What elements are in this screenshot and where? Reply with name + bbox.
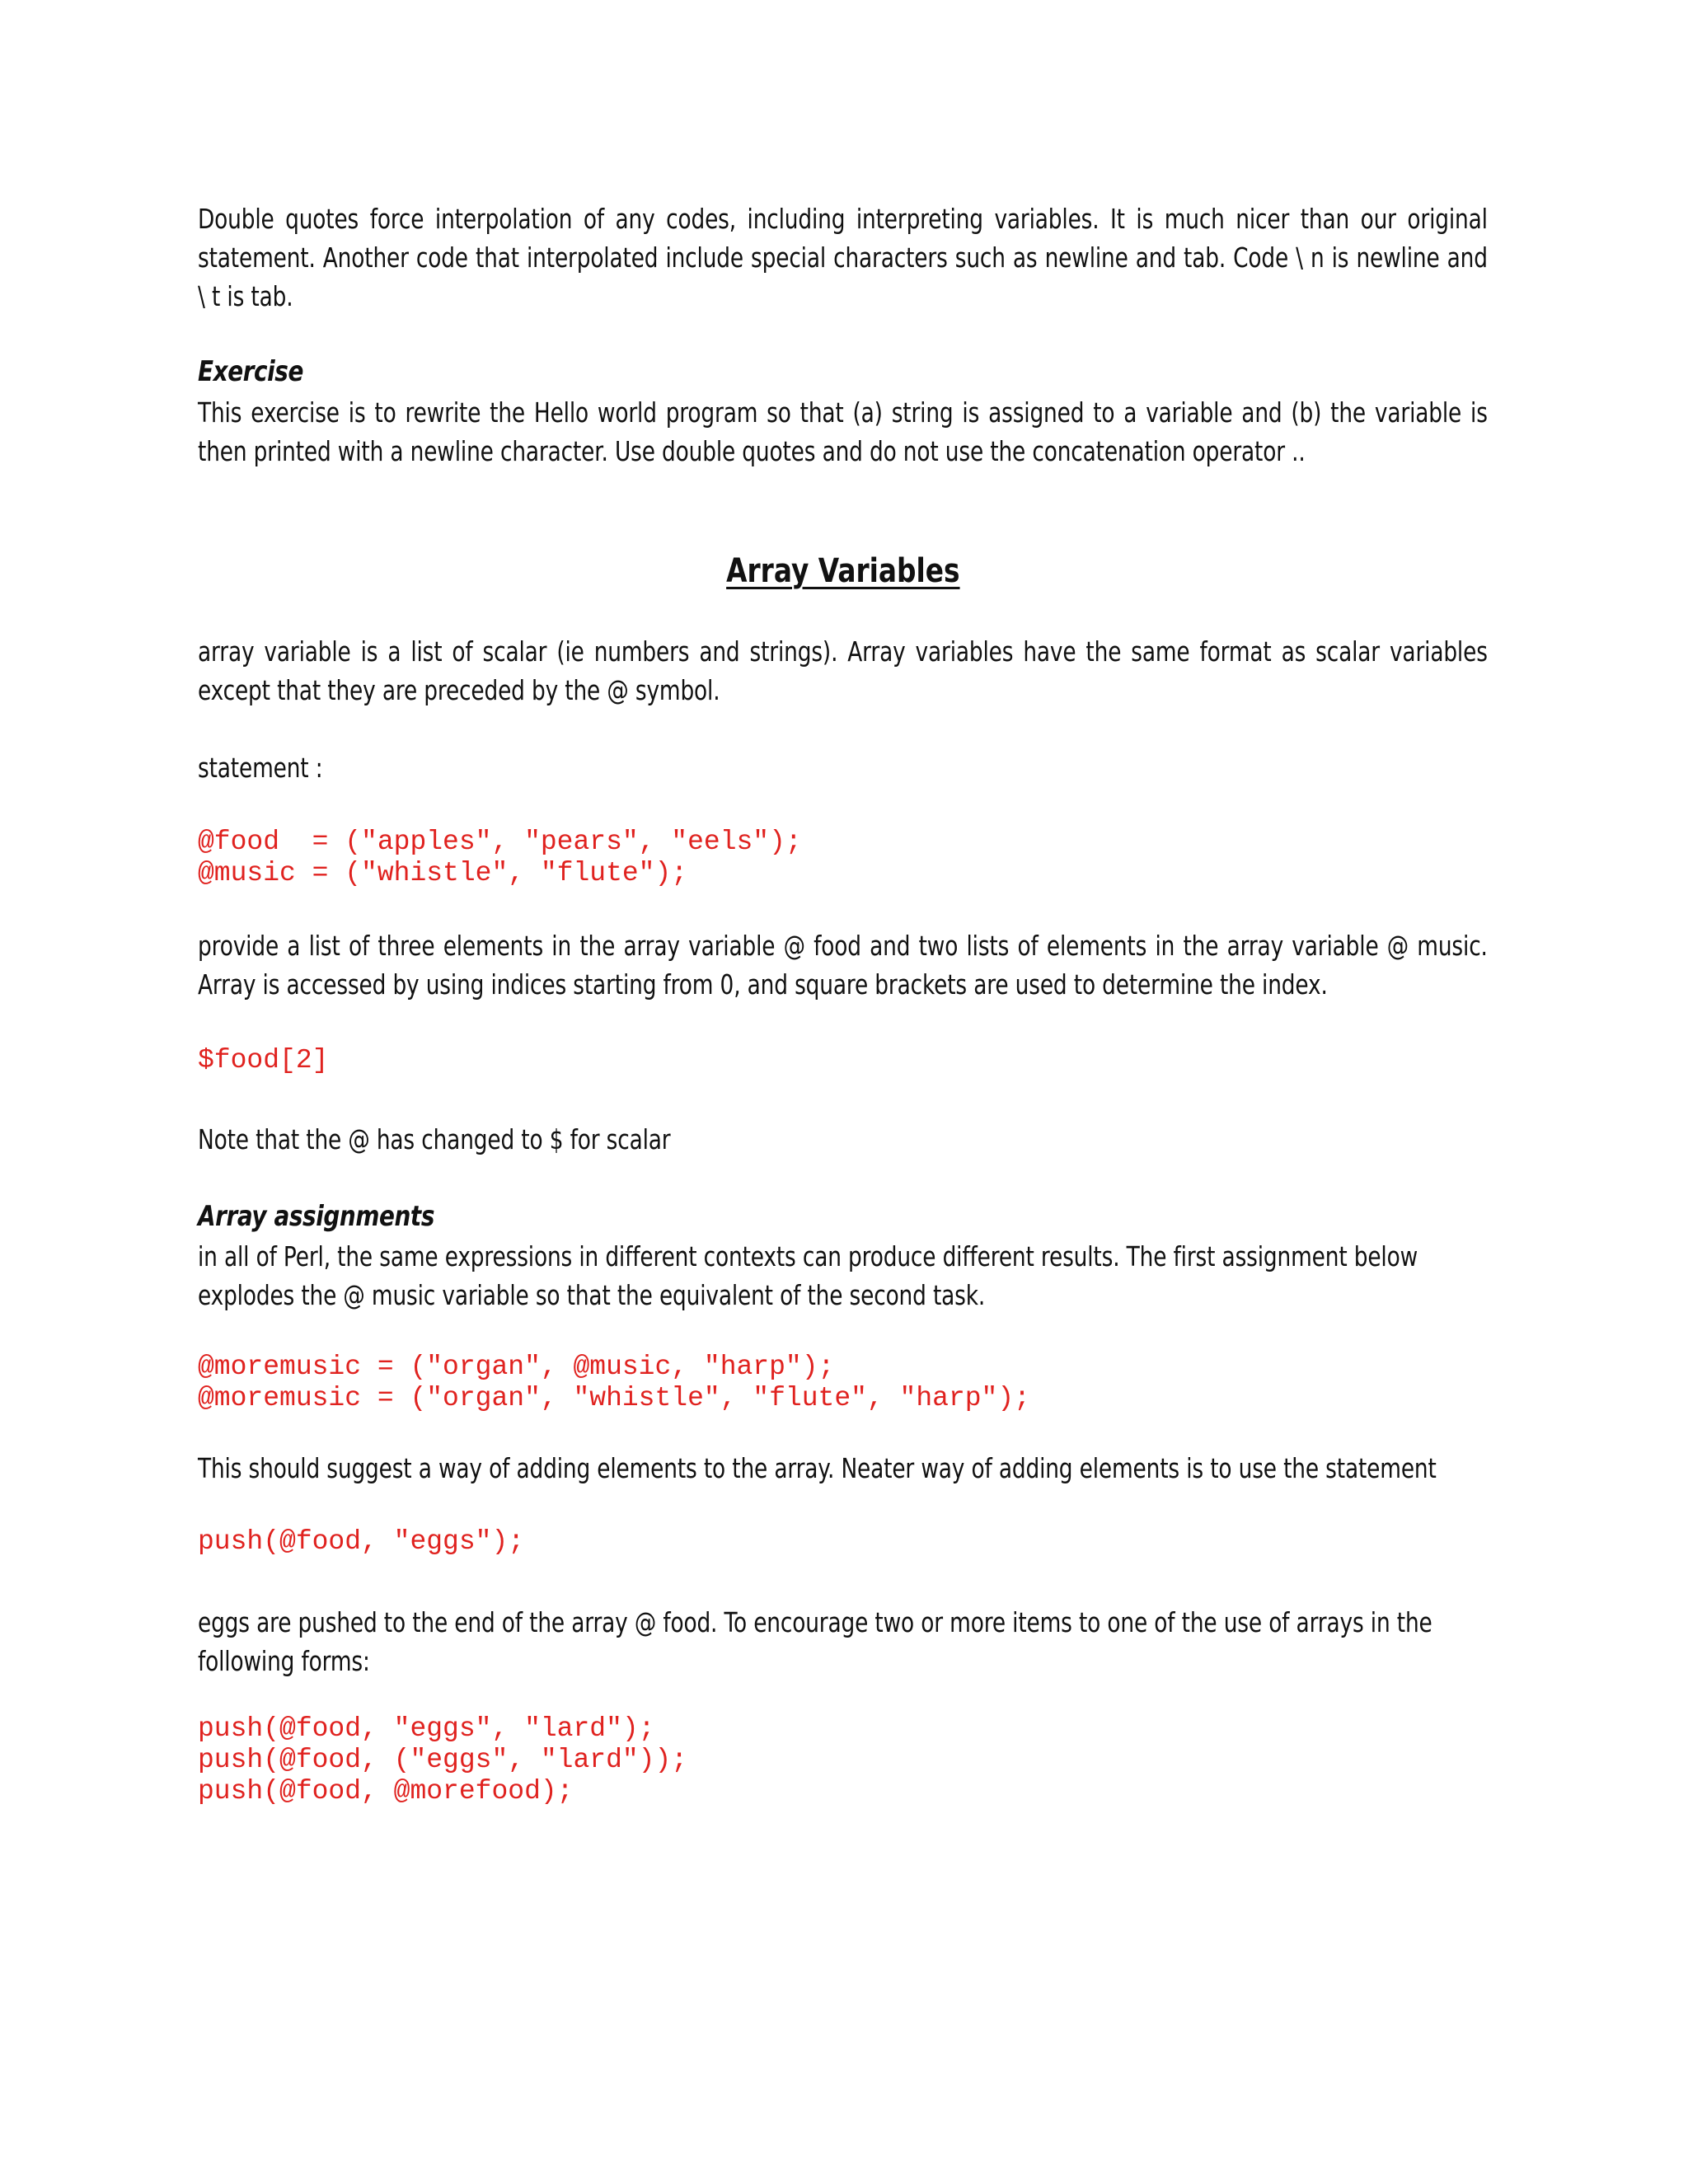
array-assignments-heading: Array assignments — [198, 1200, 435, 1233]
statement-label: statement : — [198, 752, 323, 784]
code-block-index-access: $food[2] — [198, 1045, 329, 1076]
code-block-push-forms: push(@food, "eggs", "lard"); push(@food, ("eggs", "lard")); push(@food, @morefood); — [198, 1713, 688, 1807]
code-block-push-single: push(@food, "eggs"); — [198, 1526, 525, 1557]
push-intro-paragraph: This should suggest a way of adding elements to the array. Neater way of adding elements is to use the statement — [198, 1452, 1437, 1484]
exercise-paragraph: This exercise is to rewrite the Hello world program so that (a) string is assigned to a variable and (b) the variable is then printed with a newline character. Use double quotes and do not use the concatenation operator .. — [198, 396, 1488, 467]
array-explanation-paragraph: provide a list of three elements in the array variable @ food and two lists of elements in the array variable @ music. Array is accessed by using indices starting from 0, and square brackets are used to determine the index. — [198, 930, 1488, 1001]
array-intro-paragraph: array variable is a list of scalar (ie numbers and strings). Array variables have the same format as scalar variables except that they are preceded by the @ symbol. — [198, 635, 1488, 706]
section-title — [198, 551, 1488, 592]
push-explanation-paragraph: eggs are pushed to the end of the array @ food. To encourage two or more items to one of the use of arrays in the following forms: — [198, 1606, 1432, 1677]
section-title-text: Array Variables — [725, 552, 960, 590]
code-block-moremusic: @moremusic = ("organ", @music, "harp"); @moremusic = ("organ", "whistle", "flute", "harp"); — [198, 1352, 1030, 1413]
intro-paragraph: Double quotes force interpolation of any codes, including interpreting variables. It is much nicer than our original statement. Another code that interpolated include special characters such as newline and tab. Code \ n is newline and \ t is tab. — [198, 203, 1488, 312]
note-scalar: Note that the @ has changed to $ for scalar — [198, 1123, 671, 1155]
code-block-array-definitions: @food = ("apples", "pears", "eels"); @music = ("whistle", "flute"); — [198, 827, 802, 888]
array-assignments-paragraph: in all of Perl, the same expressions in different contexts can produce different results. The first assignment below explodes the @ music variable so that the equivalent of the second task. — [198, 1240, 1418, 1311]
exercise-heading: Exercise — [198, 355, 303, 388]
